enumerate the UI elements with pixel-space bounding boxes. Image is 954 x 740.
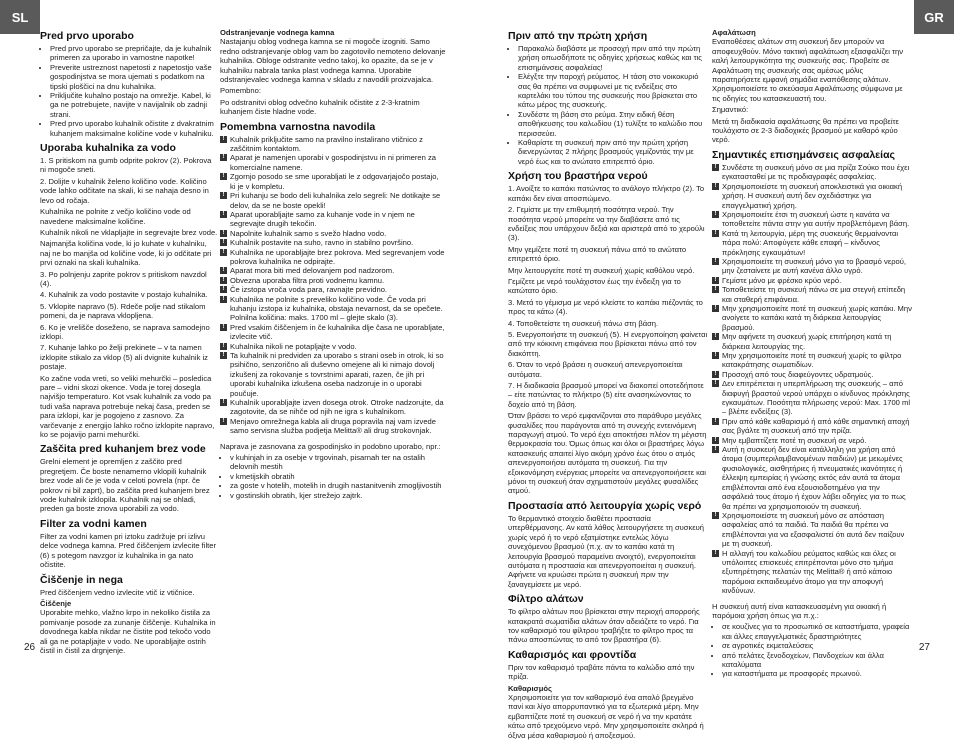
warning-icon: ! — [712, 164, 719, 171]
paragraph: Ko začne voda vreti, so veliki mehurčki – posledica pare – vidni skozi okence. Voda je torej dosegla najvišjo temperaturo. Kot vsak kuhalnik za vodo pa tudi vaša naprava potrebuje nekaj časa, preden se para izklopi, kar je pogojeno z zasnovo. Za varčevanje z energijo lahko ročno izklopite napravo, ko se pojavijo parni mehurčki. — [40, 373, 215, 440]
warning-icon: ! — [220, 173, 227, 180]
paragraph: Όταν βράσει το νερό εμφανίζονται στο παράθυρο μεγάλες φυσαλίδες που παράγονται από τη συνεχής εντεινόμενη παραγωγή ατμού. Το νερό έχει αποκτήσει πλέον τη μέγιστη θερμοκρασία του. Όμως όπως και όλοι οι βραστήρες λόγω κατασκευής απαιτεί λίγο ακόμη χρόνο έως ότου ο ατμός απενεργοποιήσει αυτόματα τη συσκευή. Για την εξοικονόμηση ενέργειας μπορείτε να απενεργοποιήσετε και μόνοι τη συσκευή όταν σχηματιστούν μεγάλες φυσαλίδες ατμού. — [508, 411, 707, 496]
warning-item — [220, 266, 446, 275]
page-number-right: 27 — [918, 642, 930, 653]
list-item: • v kuhinjah in za osebje v trgovinah, pisarnah ter na ostalih delovnih mestih — [230, 453, 446, 472]
warning-item — [220, 295, 446, 323]
warning-icon: ! — [712, 418, 719, 425]
paragraph: Naprava je zasnovana za gospodinjsko in podobno uporabo, npr.: — [220, 441, 441, 451]
paragraph: Πριν τον καθαρισμό τραβάτε πάντα το καλώδιο από την πρίζα. — [508, 662, 695, 682]
warning-icon: ! — [220, 230, 227, 237]
heading: Filter za vodni kamen — [40, 517, 147, 530]
subheading: Καθαρισμός — [508, 683, 552, 693]
warning-item — [712, 351, 912, 370]
warning-icon: ! — [712, 352, 719, 359]
warning-text: Aparat uporabljajte samo za kuhanje vode in v njem ne segrevajte drugih tekočin. — [230, 209, 415, 229]
gr-column-1 — [508, 26, 708, 740]
warning-text: Χρησιμοποιείστε τη συσκευή αποκλειστικά για οικιακή χρήση. Η συσκευή αυτή δεν σχεδιάστηκε για επαγγελματική χρήση. — [722, 181, 903, 210]
warning-icon: ! — [712, 230, 719, 237]
list-item: • Priključite kuhalno postajo na omrežje. Kabel, ki ga ne potrebujete, navijte v navijalnik ob zadnji strani. — [50, 91, 218, 119]
bullet-list — [712, 622, 912, 678]
warning-icon: ! — [712, 550, 719, 557]
step-item: 7. Kuhanje lahko po želji prekinete – v ta namen izklopite stikalo za vklop (5) ali dvignite kuhalnik iz postaje. — [40, 343, 208, 372]
warning-item — [220, 191, 446, 210]
warning-text: Χρησιμοποιείτε τη συσκευή μόνο για το βρασμό νερού, μην ζεσταίνετε με αυτή κανένα άλλο υγρό. — [722, 256, 907, 276]
warning-icon: ! — [712, 446, 719, 453]
warning-icon: ! — [220, 192, 227, 199]
list-item: • σε κουζίνες για το προσωπικό σε καταστήματα, γραφεία και άλλες επαγγελματικές δραστηριότητες — [722, 622, 912, 641]
warning-item — [220, 342, 446, 351]
list-item: • Pred prvo uporabo kuhalnik očistite z dvakratnim kuhanjem maksimalne količine vode v kuhalniku. — [50, 119, 218, 138]
subheading: Čiščenje — [40, 598, 72, 608]
paragraph: Filter za vodni kamen pri iztoku zadržuje pri izlivu delce vodnega kamna. Pred čiščenjem izvlecite filter (6) s potegom navzgor iz kuhalnika in ga nato očistite. — [40, 531, 217, 570]
step-item: 3. Po polnjenju zaprite pokrov s pritiskom navzdol (4). — [40, 269, 207, 288]
step-item: 2. Dolijte v kuhalnik želeno količino vode. Količino vode lahko odčitate na skali, ki se nahaja desno in levo od ročaja. — [40, 176, 209, 205]
warning-item — [712, 332, 912, 351]
warning-item — [220, 172, 446, 191]
list-item: • Pred prvo uporabo se prepričajte, da je kuhalnik primeren za uporabo in varnostne napotke! — [50, 44, 218, 63]
warning-item — [220, 417, 446, 436]
warning-list — [712, 163, 912, 596]
warning-text: Kuhalnik uporabljajte izven dosega otrok. Otroke nadzorujte, da zagotovite, da se nihče od njih ne igra s kuhalnikom. — [230, 398, 444, 417]
warning-item — [712, 511, 912, 549]
page-number-left: 26 — [24, 642, 36, 653]
heading: Σημαντικές επισημάνσεις ασφαλείας — [712, 148, 895, 161]
paragraph: Uporabite mehko, vlažno krpo in nekoliko čistila za pomivanje posode za zunanje čiščenje. Kuhalnika in dovodnega kabla nikdar ne čistite pod tekočo vodo ali ga ne potapljajte v vodo. Ne uporabljajte ostrih čistil in čistil za drgnjenje. — [40, 608, 216, 655]
paragraph: Το θερμαντικό στοιχείο διαθέτει προστασία υπερθέρμανσης. Αν κατά λάθος λειτουργήσετε τη συσκευή χωρίς νερό ή το νερό εξατμίστηκε εντελώς λόγω συνεχόμενου βρασμού (π.χ. αν το καπάκι κατά τη λειτουργία βρασμού παραμείνει ανοιχτό), ενεργοποιείται αυτόματα η προστασία και απενεργοποιείται η συσκευή. Αφήνετε να κρυώσει πρώτα η συσκευή πριν την ξαναγεμίσετε με νερό. — [508, 513, 705, 589]
warning-icon: ! — [220, 352, 227, 359]
heading: Pred prvo uporabo — [40, 30, 134, 42]
warning-item — [220, 323, 446, 342]
warning-item — [712, 210, 912, 229]
warning-item — [712, 379, 912, 417]
warning-item — [712, 276, 912, 285]
warning-item — [712, 257, 912, 276]
step-item: 6. Όταν το νερό βράσει η συσκευή απενεργοποιείται αυτόματα. — [508, 360, 683, 379]
warning-text: Pred vsakim čiščenjem in če kuhalnika dlje časa ne uporabljate, izvlecite vtič. — [230, 322, 445, 342]
warning-icon: ! — [220, 136, 227, 143]
warning-text: Χρησιμοποιείστε τη συσκευή μόνο σε απόσταση ασφαλείας από τα παιδιά. Τα παιδιά θα πρέπει να επιβλέπονται για να εξασφαλιστεί ότι αυτά δεν παίζουν με τη συσκευή. — [722, 510, 905, 549]
warning-text: Χρησιμοποιείτε έτσι τη συσκευή ώστε η κανάτα να τοποθετείτε πάντα στην για αυτήν προβλεπόμενη βάση. — [722, 209, 910, 229]
warning-item — [712, 436, 912, 445]
step-item: 5. Vklopite napravo (5). Rdeče polje nad stikalom pomeni, da je naprava vklopljena. — [40, 301, 206, 321]
warning-icon: ! — [712, 371, 719, 378]
warning-text: Γεμίστε μόνο με φρέσκο κρύο νερό. — [722, 275, 842, 285]
warning-icon: ! — [220, 399, 227, 406]
warning-item — [220, 135, 446, 154]
warning-icon: ! — [712, 183, 719, 190]
label: Pomembno: — [220, 86, 261, 96]
warning-item — [220, 153, 446, 172]
heading: Zaščita pred kuhanjem brez vode — [40, 443, 206, 456]
label: Σημαντικό: — [712, 105, 749, 115]
warning-text: Δεν επιτρέπεται η υπερπλήρωση της συσκευής – από διαφυγή βραστού νερού υπάρχει ο κίνδυνος πρόκλησης εγκαυμάτων. Ποσότητα πλήρωσης νερού: Max. 1700 ml – βλέπε ενδείξεις (3). — [722, 379, 911, 417]
step-item: Najmanjša količina vode, ki jo kuhate v kuhalniku, naj ne bo manjša od količine vode, ki jo odčitate pri prvi oznaki na skali kuhalnika. — [40, 239, 212, 268]
heading: Προστασία από λειτουργία χωρίς νερό — [508, 499, 702, 512]
bullet-list — [220, 453, 446, 500]
warning-icon: ! — [712, 286, 719, 293]
heading: Pomembna varnostna navodila — [220, 120, 376, 133]
warning-text: Μην χρησιμοποιείτε ποτέ τη συσκευή χωρίς το φίλτρο κατακράτησης σωματιδίων. — [722, 351, 902, 370]
paragraph: Το φίλτρο αλάτων που βρίσκεται στην περιοχή απορροής κατακρατά σωματίδια αλάτων όταν αδειάζετε το νερό. Για τον καθαρισμό του φίλτρου τραβήξτε το φίλτρο προς τα πάνω αποσπώντας το από τον βραστήρα (6). — [508, 607, 700, 645]
warning-icon: ! — [220, 211, 227, 218]
warning-item — [712, 304, 912, 332]
step-item: 1. Ανοίξτε το καπάκι πατώντας το ανάλογο πλήκτρο (2). Το καπάκι δεν είναι αποσπώμενο. — [508, 184, 705, 203]
warning-item — [712, 445, 912, 511]
step-item: 6. Ko je vrelišče doseženo, se naprava samodejno izklopi. — [40, 322, 210, 341]
warning-text: Kuhalnika nikoli ne potapljajte v vodo. — [230, 341, 357, 351]
warning-text: Συνδέστε τη συσκευή μόνο σε μια πρίζα Σούκο που έχει εγκατασταθεί με τις προδιαγραφές ασφαλείας. — [722, 162, 910, 182]
warning-text: Μην χρησιμοποιείτε ποτέ τη συσκευή χωρίς καπάκι. Μην ανοίγετε το καπάκι κατά τη διάρκεια λειτουργίας βρασμού. — [722, 303, 912, 332]
warning-item — [712, 229, 912, 257]
warning-icon: ! — [220, 296, 227, 303]
warning-text: Προσοχή από τους διαφεύγοντες υδρατμούς. — [722, 369, 874, 379]
language-tab-gr: GR — [914, 0, 954, 34]
heading: Πριν από την πρώτη χρήση — [508, 30, 648, 42]
warning-icon: ! — [712, 258, 719, 265]
warning-item — [220, 285, 446, 294]
warning-icon: ! — [712, 437, 719, 444]
list-item: • v gostinskih obratih, kjer strežejo zajtrk. — [230, 491, 446, 500]
warning-icon: ! — [220, 343, 227, 350]
sl-column-2 — [220, 26, 446, 616]
list-item: • Preverite ustreznost napetosti z napetostjo vaše gospodinjstva se mora ujemati s podatkom na tipski ploščici na dnu kuhalnika. — [50, 63, 218, 91]
paragraph: Po odstranitvi oblog odvečno kuhalnik očistite z 2-3-kratnim kuhanjem čiste hladne vode. — [220, 97, 420, 117]
warning-icon: ! — [220, 286, 227, 293]
heading: Čiščenje in nega — [40, 573, 123, 586]
warning-text: Kuhalnika ne uporabljajte brez pokrova. Med segrevanjem vode pokrova kuhalnika ne odpirajte. — [230, 247, 445, 266]
warning-text: Kuhalnik priključite samo na pravilno instalirano vtičnico z zaščitnim kontaktom. — [230, 134, 423, 154]
warning-text: Pri kuhanju se bodo deli kuhalnika zelo segreli: Ne dotikajte se delov, da se ne boste opekli! — [230, 191, 441, 210]
step-item: Μην γεμίζετε ποτέ τη συσκευή πάνω από το ανώτατο επιτρεπτό όριο. — [508, 244, 687, 264]
warning-item — [220, 398, 446, 417]
paragraph: Εναποθέσεις αλάτων στη συσκευή δεν μπορούν να αποφευχθούν. Μόνο τακτική αφαλάτωση εξασφαλίζει την καλή λειτουργικότητα της συσκευής σας. Προβείτε σε Αφαλάτωση της συσκευής σας αμέσως μόλις παρατηρήσετε εμφανή σημάδια εναπόθεσης αλάτων. Χρησιμοποιείστε το σκεύασμα Αφαλάτωσης σύμφωνα με τις οδηγίες του κατασκευαστή του. — [712, 37, 904, 103]
warning-text: Napolnite kuhalnik samo s svežo hladno vodo. — [230, 228, 387, 238]
warning-text: Obvezna uporaba filtra proti vodnemu kamnu. — [230, 275, 385, 285]
warning-icon: ! — [712, 333, 719, 340]
warning-icon: ! — [220, 324, 227, 331]
warning-item — [712, 549, 912, 596]
warning-text: Menjavo omrežnega kabla ali druga popravila naj vam izvede samo servisna služba podjetja Melitta® ali drug strokovnjak. — [230, 416, 436, 436]
warning-text: Kuhalnik postavite na suho, ravno in stabilno površino. — [230, 238, 414, 248]
warning-text: Αυτή η συσκευή δεν είναι κατάλληλη για χρήση από άτομα (συμπεριλαμβανομένων παιδιών) με μειωμένες φυσιολογικές, αισθητήριες ή πνευματικές ικανότητες ή έλλειψη εμπειρίας ή γνώσης εκτός εάν αυτά τα άτομα επιβλέπονται από ένα εξουσιοδοτημένο για την ασφάλειά τους άτομο ή έχουν λάβει οδηγίες για το πως θα πρέπει να χρησιμοποιούν τη συσκευή. — [722, 445, 906, 511]
subheading: Αφαλάτωση — [712, 28, 756, 37]
warning-icon: ! — [220, 249, 227, 256]
warning-text: Κατά τη λειτουργία, μέρη της συσκευής θερμαίνονται πάρα πολύ: Αποφύγετε κάθε επαφή – κίνδυνος πρόκλησης εγκαυμάτων! — [722, 228, 899, 257]
heading: Καθαρισμός και φροντίδα — [508, 648, 637, 661]
warning-text: Aparat mora biti med delovanjem pod nadzorom. — [230, 266, 395, 276]
warning-item — [220, 229, 446, 238]
step-item: Μην λειτουργείτε ποτέ τη συσκευή χωρίς καθόλου νερό. — [508, 265, 695, 275]
warning-list — [220, 135, 446, 436]
heading: Χρήση του βραστήρα νερού — [508, 170, 648, 183]
warning-text: Kuhalnika ne polnite s preveliko količino vode. Če voda pri kuhanju izstopa iz kuhalnika, obstaja nevarnost, da se opečete. Polnilna količina: maks. 1700 ml – glejte skalo (3). — [230, 294, 443, 323]
warning-icon: ! — [220, 418, 227, 425]
bullet-list — [40, 44, 218, 138]
warning-item — [220, 276, 446, 285]
step-item: 7. Η διαδικασία βρασμού μπορεί να διακοπεί οποτεδήποτε – είτε πατώντας το πλήκτρο (5) είτε ανασηκώνοντας το δοχείο από τη βάση. — [508, 381, 704, 409]
list-item: • za goste v hotelih, motelih in drugih nastanitvenih zmogljivostih — [230, 481, 446, 490]
warning-item — [220, 351, 446, 398]
warning-icon: ! — [220, 277, 227, 284]
warning-icon: ! — [712, 305, 719, 312]
step-item: Kuhalnik nikoli ne vklapljajte in segrevajte brez vode. — [40, 227, 218, 237]
warning-text: Zgornjo posodo se sme uporabljati le z odgovarjajočo postajo, ki je v kompletu. — [230, 172, 439, 191]
paragraph: Χρησιμοποιείτε για τον καθαρισμό ένα απαλό βρεγμένο πανί και λίγο απορρυπαντικό για τα εξωτερικά μέρη. Μην εμβαπτίζετε ποτέ τη συσκευή σε νερό ή να την κρατάτε κάτω από τρεχούμενο νερό. Μην χρησιμοποιείτε σκληρά ή όξινα μέσα καθαρισμού ή αποξεσμού. — [508, 692, 704, 740]
step-item: 1. S pritiskom na gumb odprite pokrov (2). Pokrova ni mogoče sneti. — [40, 156, 212, 175]
step-item: Kuhalnika ne polnite z večjo količino vode od navedene maksimalne količine. — [40, 207, 191, 226]
warning-text: Ta kuhalnik ni predviden za uporabo s strani oseb in otrok, ki so psihično, senzorično ali duševno omejene ali ki nimajo dovolj izkušenj za rokovanje s tovrstnimi aparati, razen, če jih pri uporabi kuhalnika izkušena oseba nadzoruje in o uporabi poučuje. — [230, 351, 444, 398]
warning-text: Μην αφήνετε τη συσκευή χωρίς επιτήρηση κατά τη διάρκεια λειτουργίας της. — [722, 332, 892, 351]
warning-item — [712, 417, 912, 436]
warning-text: Τοποθετείστε τη συσκευή πάνω σε μια στεγνή επίπεδη και σταθερή επιφάνεια. — [722, 285, 906, 304]
sl-column-1 — [40, 26, 218, 655]
step-item: 3. Μετά το γέμισμα με νερό κλείστε το καπάκι πιέζοντάς το προς τα κάτω (4). — [508, 297, 703, 317]
warning-item — [712, 285, 912, 304]
warning-text: Η αλλαγή του καλωδίου ρεύματος καθώς και όλες οι υπόλοιπες επισκευές επιτρέπονται μόνο στο τμήμα εξυπηρέτησης πελατών της Melitta® ή από κάποιο παρόμοια εκπαιδευμένο άτομο για την αποφυγή κινδύνων. — [722, 548, 896, 596]
step-item: 4. Kuhalnik za vodo postavite v postajo kuhalnika. — [40, 290, 208, 300]
warning-icon: ! — [712, 380, 719, 387]
warning-text: Če izstopa vroča voda para, ravnajte previdno. — [230, 285, 388, 295]
paragraph: Μετά τη διαδικασία αφαλάτωσης θα πρέπει να προβείτε τουλάχιστο σε 2-3 διαδοχικές βρασμού με καθαρό κρύο νερό. — [712, 116, 899, 145]
warning-item — [712, 370, 912, 379]
list-item: • Ελέγξτε την παροχή ρεύματος. Η τάση στο νοικοκυριό σας θα πρέπει να συμφωνεί με τις ενδείξεις στο καρτελάκι του τύπου της συσκευής που βρίσκεται στο κάτω μέρος της συσκευής. — [518, 72, 708, 110]
paragraph: Grelni element je opremljen z zaščito pred pregretjem. Če boste nenamerno vklopili kuhalnik brez vode ali če je voda v celoti povrela (npr. če pokrov ni bil zaprt), bo zaščita pred kuhanjem brez vode kuhalnik izklopila. Kuhalnik naj se ohladi, preden ga boste znova uporabili za vodo. — [40, 457, 210, 514]
step-list — [40, 156, 218, 372]
list-item: • Παρακαλώ διαβάστε με προσοχή πριν από την πρώτη χρήση οπωσδήποτε τις οδηγίες χρήσεως καθώς και τις επισημάνσεις ασφαλείας! — [518, 44, 708, 72]
heading: Φίλτρο αλάτων — [508, 593, 584, 606]
list-item: • v kmetijskih obratih — [230, 472, 446, 481]
step-list — [508, 184, 708, 409]
warning-icon: ! — [220, 267, 227, 274]
warning-item — [220, 238, 446, 247]
paragraph: Pred čiščenjem vedno izvlecite vtič iz vtičnice. — [40, 587, 195, 597]
warning-text: Aparat je namenjen uporabi v gospodinjstvu in ni primeren za komercialne namene. — [230, 153, 436, 172]
paragraph: Nastajanju oblog vodnega kamna se ni mogoče izogniti. Samo redno odstranjevanje oblog vam bo zagotovilo nemoteno delovanje kuhalnika. Obloge odstranite vedno takoj, ko opazite, da se je v kuhalniku nabrala tanka plast vodnega kamna. Uporabite odstranjevalec vodnega kamna v skladu z navodili proizvajalca. — [220, 37, 446, 85]
warning-item — [220, 248, 446, 267]
list-item: • Καθαρίστε τη συσκευή πριν από την πρώτη χρήση διενεργώντας 2 πλήρης βρασμούς γεμίζοντάς την με νερό έως και το ανώτατο επιτρεπτό όριο. — [518, 138, 708, 166]
gr-column-2 — [712, 26, 912, 679]
warning-item — [712, 182, 912, 210]
list-item: • από πελάτες ξενοδοχείων, Πανδοχείων και άλλα καταλύματα — [722, 651, 912, 670]
list-item: • για καταστήματα με προσφορές πρωινού. — [722, 669, 912, 678]
warning-icon: ! — [712, 211, 719, 218]
subheading: Odstranjevanje vodnega kamna — [220, 28, 335, 37]
step-item: 4. Τοποθετείστε τη συσκευή πάνω στη βάση. — [508, 318, 659, 328]
warning-icon: ! — [712, 277, 719, 284]
bullet-list — [508, 44, 708, 166]
step-item: 2. Γεμίστε με την επιθυμητή ποσότητα νερού. Την ποσότητα νερού μπορείτε να την διαβάσετε από τις ενδείξεις που υπάρχουν δεξιά και αριστερά από το χερούλι (3). — [508, 205, 705, 243]
paragraph: Η συσκευή αυτή είναι κατασκευασμένη για οικιακή ή παρόμοια χρήση όπως για π.χ.: — [712, 601, 887, 620]
warning-text: Πριν από κάθε καθαρισμό ή από κάθε σημαντική αποχή σας βγάλτε τη συσκευή από την πρίζα. — [722, 416, 910, 436]
heading: Uporaba kuhalnika za vodo — [40, 142, 176, 155]
warning-text: Μην εμβαπτίζετε ποτέ τη συσκευή σε νερό. — [722, 435, 867, 445]
list-item: • σε αγροτικές εκμεταλεύσεις — [722, 641, 912, 650]
warning-item — [712, 163, 912, 182]
warning-icon: ! — [712, 512, 719, 519]
warning-icon: ! — [220, 239, 227, 246]
language-tab-sl: SL — [0, 0, 40, 34]
list-item: • Συνδέστε τη βάση στο ρεύμα. Στην ειδική θέση αποθήκευσης του καλωδίου (1) τυλίξτε το καλώδιο που περισσεύει. — [518, 110, 708, 138]
warning-icon: ! — [220, 154, 227, 161]
step-item: 5. Ενεργοποιήστε τη συσκευή (5). Η ενεργοποίηση φαίνεται από την κόκκινη επιφάνεια που βρίσκεται πάνω από τον διακόπτη. — [508, 329, 708, 358]
step-item: Γεμίζετε με νερό τουλάχιστον έως την ένδειξη για το κατώτατο όριο. — [508, 276, 681, 296]
warning-item — [220, 210, 446, 229]
